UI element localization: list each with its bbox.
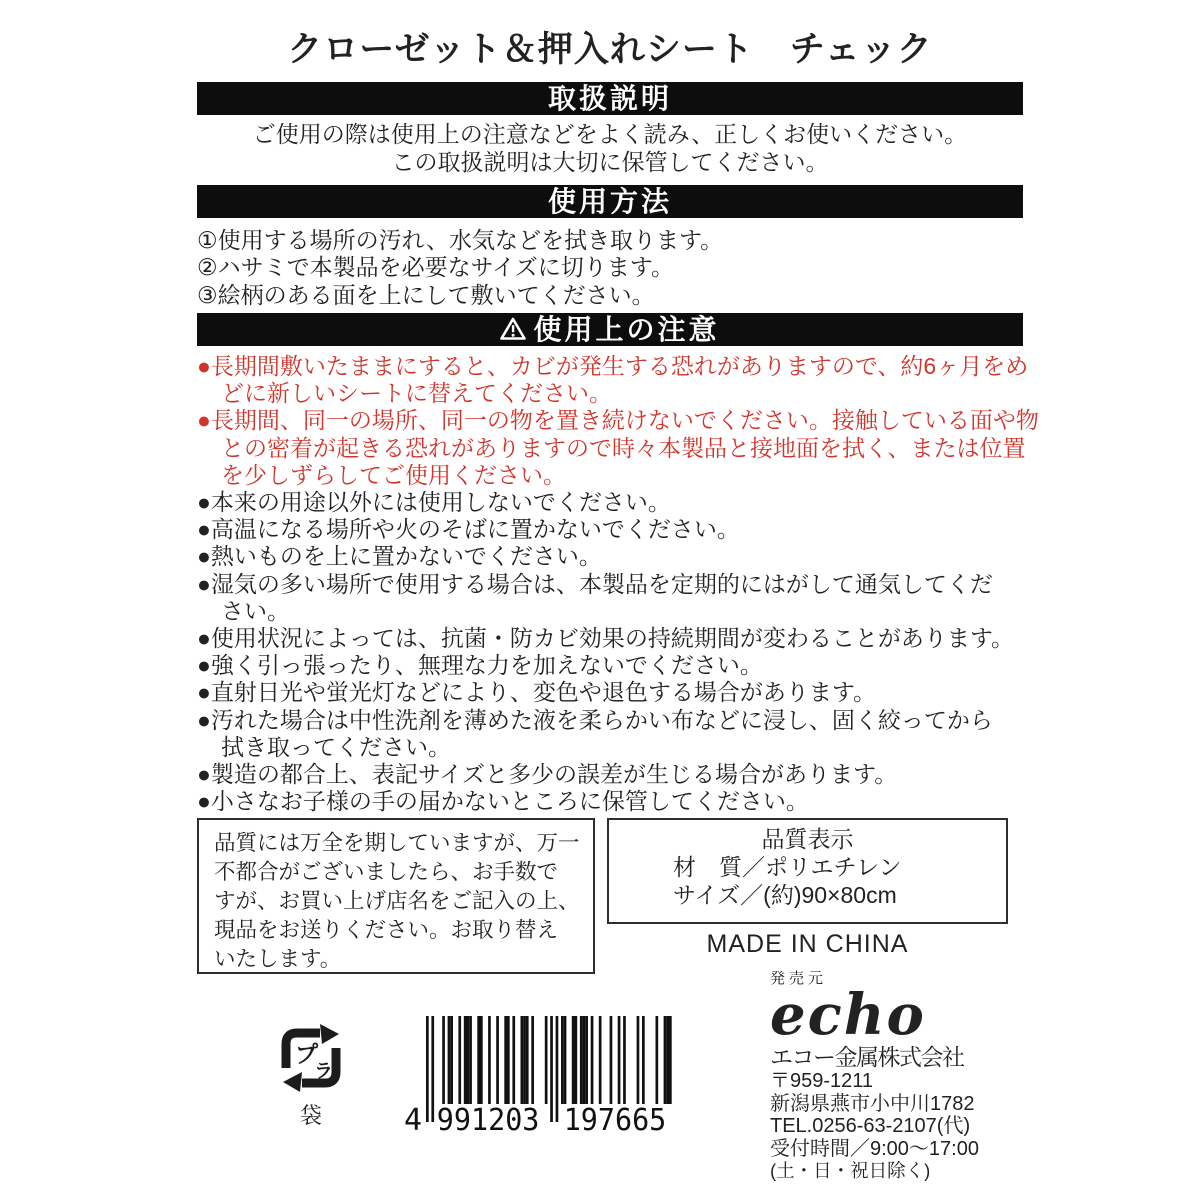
text-line: との密着が起きる恐れがありますので時々本製品と接地面を拭く、または位置 xyxy=(221,434,1026,461)
ean13-barcode xyxy=(400,1016,692,1147)
svg-text:4: 4 xyxy=(404,1103,423,1138)
handling-intro-text xyxy=(197,121,1023,176)
publisher-hours: 受付時間／9:00～17:00 xyxy=(770,1137,979,1160)
plastic-recycle-mark xyxy=(274,1022,348,1130)
main-column xyxy=(197,0,1039,815)
text-line: ●直射日光や蛍光灯などにより、変色や退色する場合があります。 xyxy=(197,679,877,706)
quality-spec-box xyxy=(607,818,1008,924)
publisher-block xyxy=(770,970,1030,1183)
text-line: 材 質／ポリエチレン xyxy=(673,854,902,880)
text-line: サイズ／(約)90×80cm xyxy=(673,882,897,908)
text-line: ①使用する場所の汚れ、水気などを拭き取ります。 xyxy=(197,227,724,253)
text-line: ご使用の際は使用上の注意などをよく読み、正しくお使いください。 xyxy=(252,121,968,147)
text-line: ●熱いものを上に置かないでください。 xyxy=(197,543,602,570)
recycle-bag-label: 袋 xyxy=(299,1103,322,1128)
publisher-address: 新潟県燕市小中川1782 xyxy=(770,1092,975,1115)
quality-spec-title: 品質表示 xyxy=(761,826,854,852)
text-line: どに新しいシートに替えてください。 xyxy=(221,380,612,407)
text-line: いたします。 xyxy=(214,947,342,971)
svg-text:991203: 991203 xyxy=(436,1103,540,1138)
text-line: ●使用状況によっては、抗菌・防カビ効果の持続期間が変わることがあります。 xyxy=(197,624,1015,651)
publisher-postal: 〒959-1211 xyxy=(770,1070,874,1092)
section-header-usage-label: 使用方法 xyxy=(547,186,672,217)
publisher-hours-note: (土・日・祝日除く) xyxy=(770,1160,931,1181)
text-line: ●製造の都合上、表記サイズと多少の誤差が生じる場合があります。 xyxy=(197,760,898,787)
text-line: 拭き取ってください。 xyxy=(221,733,451,760)
caution-list xyxy=(197,352,1039,815)
text-line: さい。 xyxy=(221,597,290,624)
text-line: ●長期間、同一の場所、同一の物を置き続けないでください。接触している面や物 xyxy=(197,407,1039,434)
text-line: ●長期間敷いたままにすると、カビが発生する恐れがありますので、約6ヶ月をめ xyxy=(197,352,1029,379)
recycle-ra-char: ラ xyxy=(314,1061,334,1082)
section-header-usage xyxy=(197,185,1023,218)
echo-logo: echo xyxy=(770,982,926,1048)
text-line: 品質には万全を期していますが、万一 xyxy=(214,831,580,855)
recycle-pu-char: プ xyxy=(295,1041,318,1067)
text-line: ②ハサミで本製品を必要なサイズに切ります。 xyxy=(197,254,674,281)
quality-spec-rows xyxy=(609,853,1006,909)
section-header-caution xyxy=(197,313,1023,346)
text-line: ●本来の用途以外には使用しないでください。 xyxy=(197,488,671,515)
text-line: 不都合がございましたら、お手数で xyxy=(214,860,559,884)
text-line: を少しずらしてご使用ください。 xyxy=(221,461,566,488)
text-line: ●小さなお子様の手の届かないところに保管してください。 xyxy=(197,788,809,815)
publisher-label: 発売元 xyxy=(770,970,828,987)
section-header-handling xyxy=(197,82,1023,115)
text-line: ●汚れた場合は中性洗剤を薄めた液を柔らかい布などに浸し、固く絞ってから xyxy=(197,706,993,733)
made-in-label: MADE IN CHINA xyxy=(706,930,909,958)
text-line: ●高温になる場所や火のそばに置かないでください。 xyxy=(197,516,740,543)
recycle-arrows-icon xyxy=(275,1022,347,1094)
section-header-caution-label: 使用上の注意 xyxy=(533,313,720,345)
usage-steps-list xyxy=(197,227,1023,309)
quality-guarantee-box xyxy=(197,818,595,974)
product-title: クローゼット＆押入れシート チェック xyxy=(287,30,933,69)
publisher-company: エコー金属株式会社 xyxy=(770,1044,964,1070)
text-line: ●強く引っ張ったり、無理な力を加えないでください。 xyxy=(197,652,763,679)
text-line: すが、お買い上げ店名をご記入の上、 xyxy=(214,889,580,913)
text-line: ●湿気の多い場所で使用する場合は、本製品を定期的にはがして通気してくだ xyxy=(197,570,993,597)
warning-triangle-icon xyxy=(500,317,526,341)
svg-text:197665: 197665 xyxy=(563,1103,667,1138)
section-header-handling-label: 取扱説明 xyxy=(547,83,672,114)
barcode-bars xyxy=(400,1016,692,1142)
text-line: この取扱説明は大切に保管してください。 xyxy=(391,148,829,175)
text-line: 現品をお送りください。お取り替え xyxy=(214,918,559,942)
text-line: ③絵柄のある面を上にして敷いてください。 xyxy=(197,281,655,308)
publisher-tel: TEL.0256-63-2107(代) xyxy=(770,1115,971,1137)
